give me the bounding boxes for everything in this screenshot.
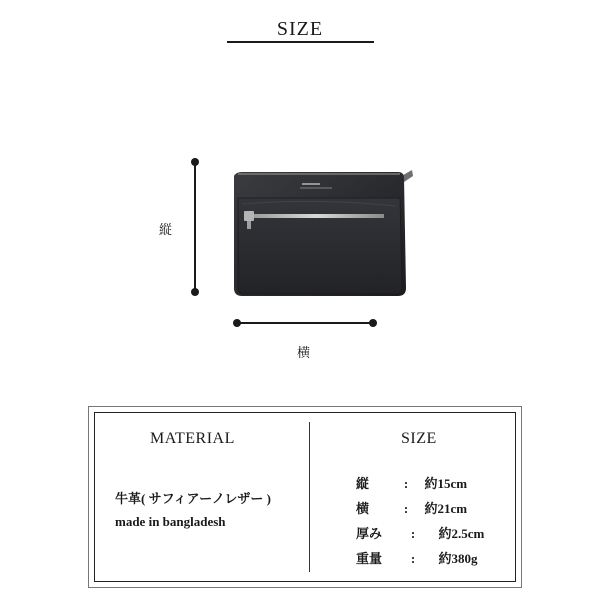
size-row-width <box>356 498 467 517</box>
size-row-label: 厚み <box>356 526 383 541</box>
size-row-value: 約2.5cm <box>438 526 485 541</box>
width-dimension-line <box>237 322 373 324</box>
material-line-leather: 牛革( サフィアーノレザー ) <box>115 491 271 506</box>
material-heading: MATERIAL <box>150 430 235 447</box>
size-row-height <box>356 473 467 492</box>
size-row-colon: : <box>410 551 416 566</box>
spec-box-divider <box>309 422 310 572</box>
width-dimension-right-dot <box>369 319 377 327</box>
size-row-value: 約15cm <box>424 476 468 491</box>
size-row-weight <box>356 548 478 567</box>
size-row-colon: : <box>403 501 409 516</box>
material-line-origin: made in bangladesh <box>115 514 226 529</box>
leather-pouch-image <box>228 168 414 302</box>
size-row-label: 重量 <box>356 551 383 566</box>
size-row-colon: : <box>410 526 416 541</box>
size-row-thickness <box>356 523 484 542</box>
size-row-value: 約380g <box>438 551 478 566</box>
size-row-label: 縦 <box>356 476 370 491</box>
size-heading: SIZE <box>401 430 437 447</box>
height-dimension-line <box>194 162 196 292</box>
size-row-label: 横 <box>356 501 370 516</box>
height-dimension-bottom-dot <box>191 288 199 296</box>
size-row-colon: : <box>403 476 409 491</box>
height-label: 縦 <box>159 223 173 238</box>
page-title: SIZE <box>276 18 324 40</box>
size-row-value: 約21cm <box>424 501 468 516</box>
width-label: 横 <box>297 346 311 361</box>
